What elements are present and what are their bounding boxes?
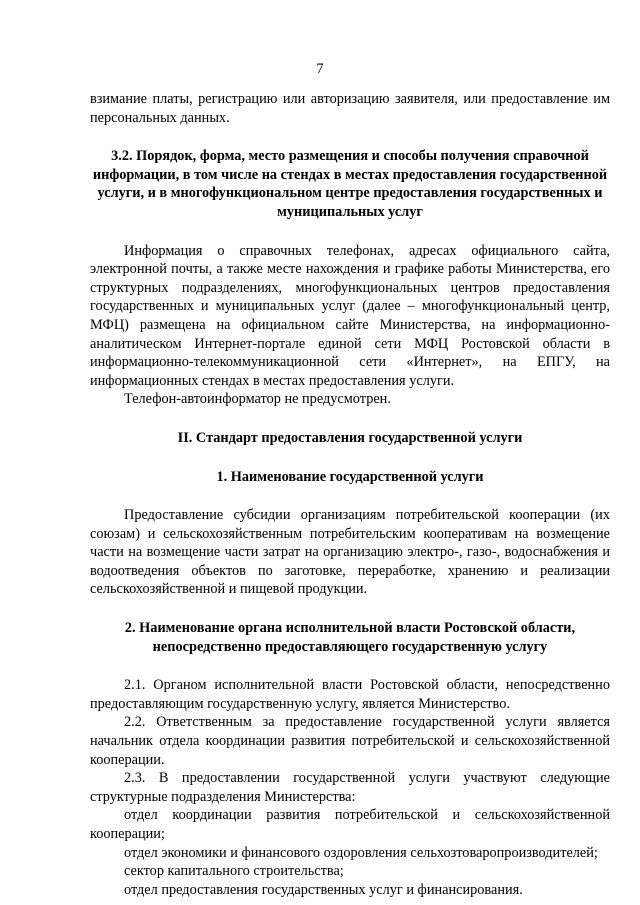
section-2-paragraph-3: 2.3. В предоставлении государственной услуги участвуют следующие структурные подразделения Министерства: bbox=[90, 770, 610, 805]
list-item: отдел координации развития потребительской и сельскохозяйственной кооперации; bbox=[90, 807, 610, 842]
intro-continuation: взимание платы, регистрацию или авторизацию заявителя, или предоставление им персональных данных. bbox=[90, 91, 610, 126]
section-1-heading: 1. Наименование государственной услуги bbox=[216, 468, 484, 485]
section-2-paragraph-1: 2.1. Органом исполнительной власти Ростовской области, непосредственно предоставляющим государственную услугу, является Министерство. bbox=[90, 677, 610, 712]
page-number: 7 bbox=[316, 61, 324, 77]
list-item: сектор капитального строительства; bbox=[124, 863, 344, 880]
section-ii-heading: II. Стандарт предоставления государственной услуги bbox=[177, 429, 523, 446]
section-3-2-paragraph-1: Информация о справочных телефонах, адресах официального сайта, электронной почты, а также месте нахождения и графике работы Министерства, его структурных подразделениях, многофункциональных центров предоставления государственных и муниципальных услуг (далее – многофункциональный центр, МФЦ) размещена на официальном сайте Министерства, на информационно-аналитическом Интернет-портале единой сети МФЦ Ростовской области в информационно-телекоммуникационной сети «Интернет», на ЕПГУ, на информационных стендах в местах предоставления услуги. bbox=[90, 242, 610, 389]
list-item: отдел предоставления государственных услуг и финансирования. bbox=[124, 881, 523, 898]
section-2-heading: 2. Наименование органа исполнительной власти Ростовской области, непосредственно предоставляющего государственную услугу bbox=[124, 620, 576, 655]
section-1-paragraph: Предоставление субсидии организациям потребительской кооперации (их союзам) и сельскохозяйственным потребительским кооперативам на возмещение части на возмещение части затрат на организацию электро-, газо-, водоснабжения и водоотведения объектов по заготовке, переработке, хранению и реализации сельскохозяйственной и пищевой продукции. bbox=[90, 507, 610, 598]
section-3-2-heading: 3.2. Порядок, форма, место размещения и способы получения справочной информации, в том числе на стендах в местах предоставления государственной услуги, и в многофункциональном центре предоставления государственных и муниципальных услуг bbox=[92, 148, 608, 220]
section-2-paragraph-2: 2.2. Ответственным за предоставление государственной услуги является начальник отдела координации развития потребительской и сельскохозяйственной кооперации. bbox=[90, 714, 610, 768]
list-item: отдел экономики и финансового оздоровления сельхозтоваропроизводителей; bbox=[124, 844, 598, 861]
section-3-2-paragraph-2: Телефон-автоинформатор не предусмотрен. bbox=[124, 391, 391, 408]
page-content bbox=[90, 90, 610, 899]
